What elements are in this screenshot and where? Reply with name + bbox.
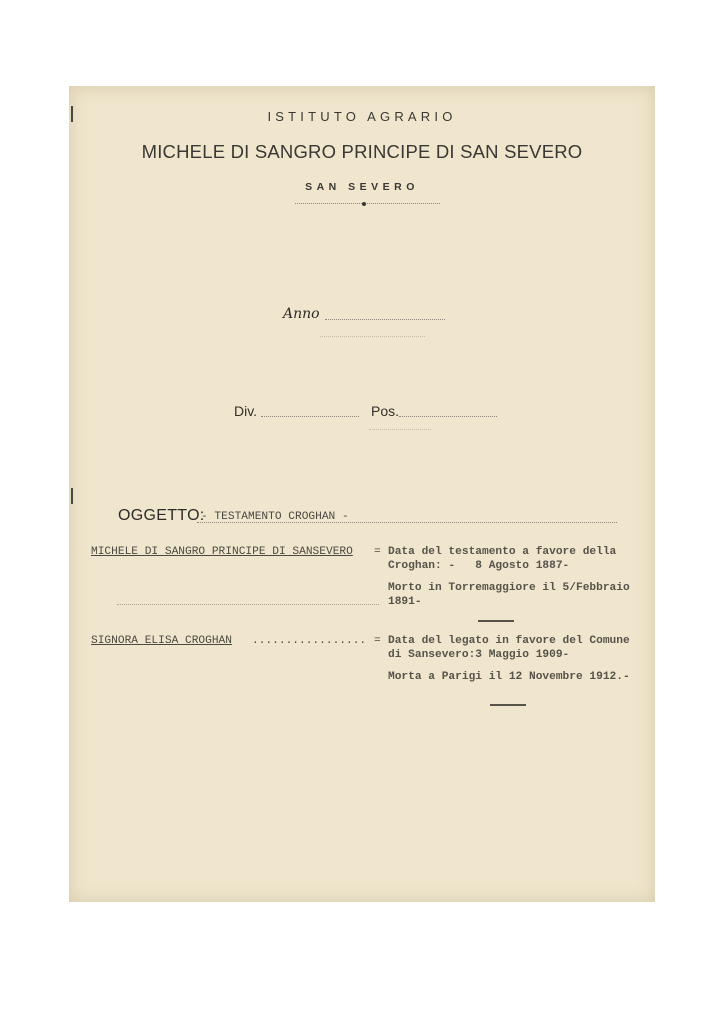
entry-detail-line: di Sansevero:3 Maggio 1909- [388,649,570,661]
anno-label: Anno [283,306,320,322]
anno-underline [320,336,425,337]
entry-person: MICHELE DI SANGRO PRINCIPE DI SANSEVERO [91,546,353,558]
anno-field-line [325,319,445,320]
binder-mark [71,488,73,504]
entry-detail-line: Morto in Torremaggiore il 5/Febbraio [388,582,630,594]
institute-city: SAN SEVERO [305,181,419,193]
entry-divider [478,620,514,622]
div-label: Div. [234,403,258,419]
pos-field-line [399,416,497,417]
oggetto-field-line [197,522,617,523]
entry-detail-line: Morta a Parigi il 12 Novembre 1912.- [388,671,630,683]
entry-detail-line: Croghan: - 8 Agosto 1887- [388,560,570,572]
entry-separator: = [374,546,381,558]
institute-title: ISTITUTO AGRARIO [267,109,457,124]
entry-divider [490,704,526,706]
institute-name: MICHELE DI SANGRO PRINCIPE DI SAN SEVERO [141,141,583,162]
pos-underline [369,429,431,430]
entry-person: SIGNORA ELISA CROGHAN [91,635,232,647]
letterhead-rule [295,203,440,204]
oggetto-label: OGGETTO: [118,507,205,524]
entry-detail-line: 1891- [388,596,422,608]
entry-dotted-line [117,604,379,605]
pos-label: Pos. [371,403,400,419]
letterhead-ornament-dot [362,202,366,206]
oggetto-value: - TESTAMENTO CROGHAN - [201,511,349,523]
entry-separator: = [374,635,381,647]
div-field-line [261,416,359,417]
entry-detail-line: Data del legato in favore del Comune [388,635,630,647]
entry-leader-dots: ................. [252,635,367,647]
document-page [69,86,655,902]
entry-detail-line: Data del testamento a favore della [388,546,617,558]
